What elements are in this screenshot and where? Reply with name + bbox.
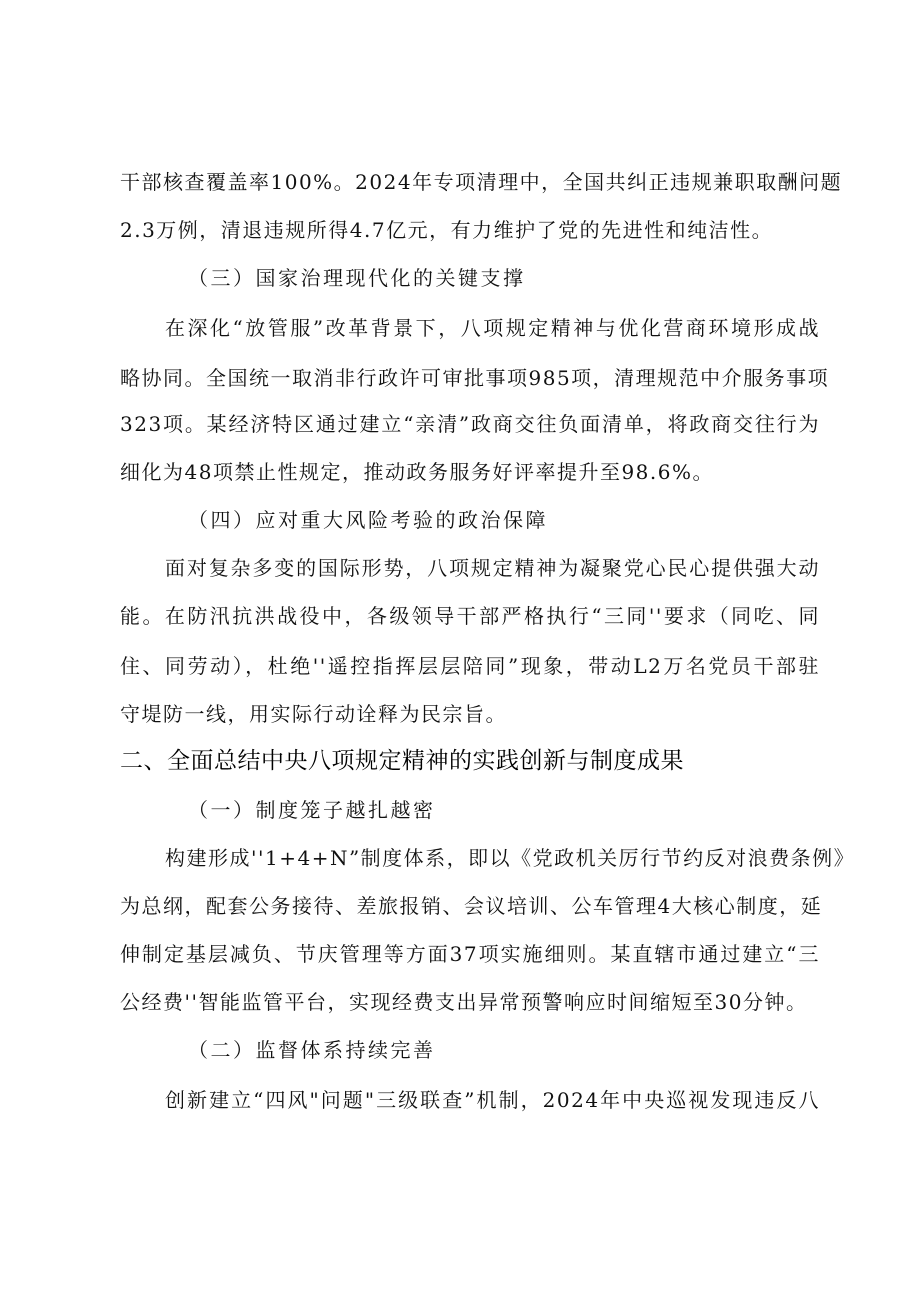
section-heading: 二、全面总结中央八项规定精神的实践创新与制度成果 — [120, 748, 684, 774]
paragraph-line: 住、同劳动），杜绝''遥控指挥层层陪同”现象，带动L2万名党员干部驻 — [120, 654, 820, 678]
paragraph-line: 伸制定基层减负、节庆管理等方面37项实施细则。某直辖市通过建立“三 — [120, 942, 820, 966]
paragraph-line: 为总纲，配套公务接待、差旅报销、会议培训、公车管理4大核心制度，延 — [120, 894, 823, 918]
paragraph-line: 构建形成''1+4+N”制度体系，即以《党政机关厉行节约反对浪费条例》 — [165, 846, 856, 870]
section-subheading: （四）应对重大风险考验的政治保障 — [188, 508, 548, 532]
paragraph-line: 在深化“放管服”改革背景下，八项规定精神与优化营商环境形成战 — [165, 316, 820, 340]
paragraph-line: 公经费''智能监管平台，实现经费支出异常预警响应时间缩短至30分钟。 — [120, 990, 808, 1014]
paragraph-line: 守堤防一线，用实际行动诠释为民宗旨。 — [120, 702, 507, 726]
paragraph-line: 细化为48项禁止性规定，推动政务服务好评率提升至98.6%。 — [120, 460, 714, 484]
paragraph-line: 干部核查覆盖率100%。2024年专项清理中，全国共纠正违规兼职取酬问题 — [120, 170, 843, 194]
section-subheading: （一）制度笼子越扎越密 — [188, 798, 436, 822]
section-subheading: （三）国家治理现代化的关键支撑 — [188, 266, 526, 290]
paragraph-line: 2.3万例，清退违规所得4.7亿元，有力维护了党的先进性和纯洁性。 — [120, 218, 774, 242]
paragraph-line: 创新建立“四风"问题"三级联查”机制，2024年中央巡视发现违反八 — [165, 1088, 820, 1112]
paragraph-line: 323项。某经济特区通过建立“亲清”政商交往负面清单，将政商交往行为 — [120, 412, 820, 436]
paragraph-line: 面对复杂多变的国际形势，八项规定精神为凝聚党心民心提供强大动 — [165, 556, 820, 580]
paragraph-line: 略协同。全国统一取消非行政许可审批事项985项，清理规范中介服务事项 — [120, 366, 830, 390]
paragraph-line: 能。在防汛抗洪战役中，各级领导干部严格执行“三同''要求（同吃、同 — [120, 604, 820, 628]
section-subheading: （二）监督体系持续完善 — [188, 1038, 436, 1062]
